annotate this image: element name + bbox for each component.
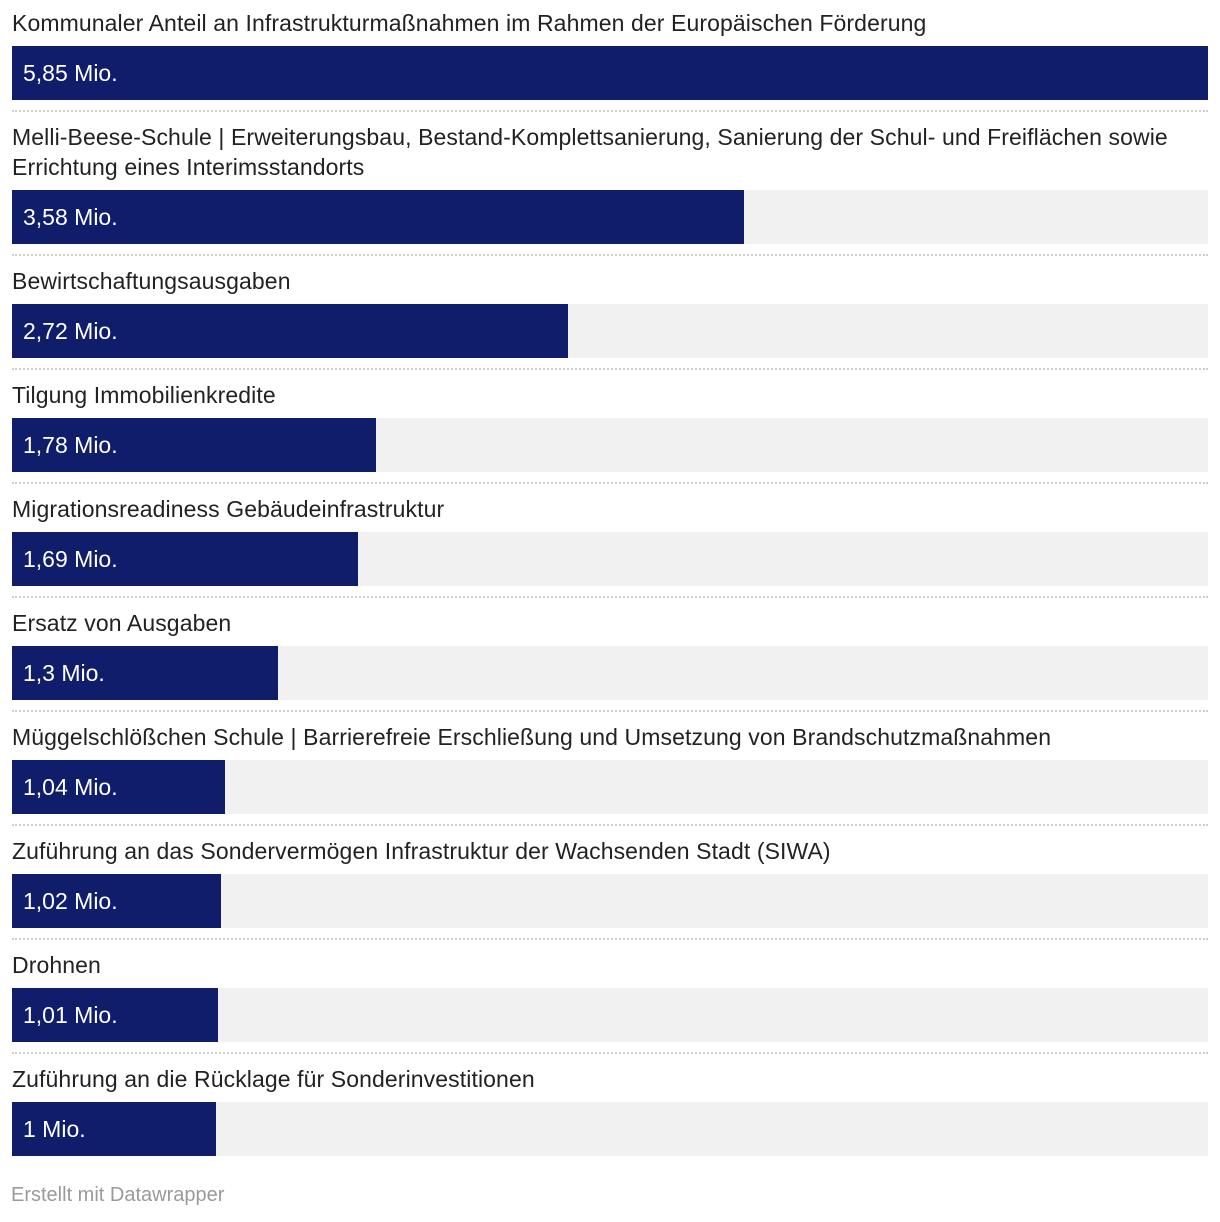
bar-row bbox=[12, 494, 1208, 598]
bar-category-label: Melli-Beese-Schule | Erweiterungsbau, Bestand-Komplettsanierung, Sanierung der Schul- und Freiflächen sowie Errichtung eines Interimsstandorts bbox=[12, 124, 1168, 180]
bar-value-label: 1 Mio. bbox=[23, 1116, 86, 1142]
bar bbox=[12, 190, 744, 244]
bar-row bbox=[12, 122, 1208, 256]
bar-category-label: Kommunaler Anteil an Infrastrukturmaßnahmen im Rahmen der Europäischen Förderung bbox=[12, 10, 927, 36]
bar-value-label: 1,3 Mio. bbox=[23, 660, 105, 686]
bar-track bbox=[12, 304, 1208, 358]
bar-row bbox=[12, 380, 1208, 484]
bar-row bbox=[12, 266, 1208, 370]
bar-category-label: Migrationsreadiness Gebäudeinfrastruktur bbox=[12, 496, 445, 522]
bar-track bbox=[12, 646, 1208, 700]
bar bbox=[12, 46, 1208, 100]
bar-category-label: Bewirtschaftungsausgaben bbox=[12, 268, 291, 294]
bar-chart bbox=[12, 8, 1208, 1176]
bar-track bbox=[12, 760, 1208, 814]
bar-track bbox=[12, 532, 1208, 586]
bar-category-label: Zuführung an das Sondervermögen Infrastruktur der Wachsenden Stadt (SIWA) bbox=[12, 838, 831, 864]
bar-category-label: Drohnen bbox=[12, 952, 101, 978]
bar-track bbox=[12, 46, 1208, 100]
bar-row bbox=[12, 722, 1208, 826]
bar-value-label: 1,69 Mio. bbox=[23, 546, 118, 572]
bar-value-label: 3,58 Mio. bbox=[23, 204, 118, 230]
bar-category-label: Ersatz von Ausgaben bbox=[12, 610, 232, 636]
bar-value-label: 1,04 Mio. bbox=[23, 774, 118, 800]
bar-row bbox=[12, 8, 1208, 112]
bar-track bbox=[12, 1102, 1208, 1156]
bar-row bbox=[12, 1064, 1208, 1166]
bar-track bbox=[12, 988, 1208, 1042]
footer-credit: Erstellt mit Datawrapper bbox=[11, 1184, 225, 1206]
bar-row bbox=[12, 608, 1208, 712]
bar-value-label: 1,01 Mio. bbox=[23, 1002, 118, 1028]
bar-value-label: 5,85 Mio. bbox=[23, 60, 118, 86]
bar-track bbox=[12, 190, 1208, 244]
bar-category-label: Tilgung Immobilienkredite bbox=[12, 382, 276, 408]
bar-value-label: 2,72 Mio. bbox=[23, 318, 118, 344]
bar-category-label: Müggelschlößchen Schule | Barrierefreie Erschließung und Umsetzung von Brandschutzmaßnahmen bbox=[12, 724, 1052, 750]
bar-row bbox=[12, 950, 1208, 1054]
bar-value-label: 1,78 Mio. bbox=[23, 432, 118, 458]
bar-category-label: Zuführung an die Rücklage für Sonderinvestitionen bbox=[12, 1066, 535, 1092]
bar-track bbox=[12, 418, 1208, 472]
bar-value-label: 1,02 Mio. bbox=[23, 888, 118, 914]
bar-track bbox=[12, 874, 1208, 928]
bar-row bbox=[12, 836, 1208, 940]
